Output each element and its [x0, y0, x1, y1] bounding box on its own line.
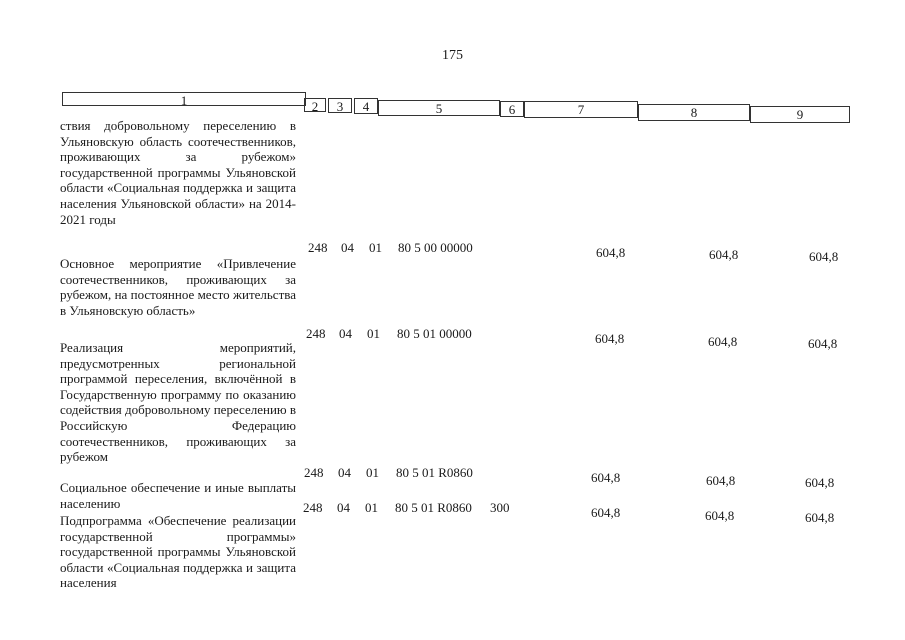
cell-col-4: 01 — [365, 500, 378, 515]
cell-col-9: 604,8 — [809, 249, 839, 264]
cell-col-8: 604,8 — [705, 508, 735, 523]
header-col-8: 8 — [638, 104, 750, 121]
header-col-9: 9 — [750, 106, 850, 123]
row-description: Подпрограмма «Обеспечение реализации государственной программы» государственной программы Ульяновской области «Социальная поддержка и защита населения — [60, 513, 296, 591]
cell-col-3: 04 — [337, 500, 350, 515]
header-col-1: 1 — [62, 92, 306, 106]
cell-col-2: 248 — [306, 326, 326, 341]
cell-col-9: 604,8 — [805, 510, 835, 525]
cell-col-5: 80 5 01 00000 — [397, 326, 472, 341]
cell-col-4: 01 — [366, 465, 379, 480]
cell-col-3: 04 — [341, 240, 354, 255]
cell-col-6: 300 — [490, 500, 510, 515]
header-col-6: 6 — [500, 101, 524, 117]
row-description: Социальное обеспечение и иные выплаты населению — [60, 480, 296, 511]
header-col-2: 2 — [304, 98, 326, 112]
cell-col-2: 248 — [303, 500, 323, 515]
page-number: 175 — [442, 48, 463, 63]
cell-col-2: 248 — [304, 465, 324, 480]
cell-col-9: 604,8 — [805, 475, 835, 490]
cell-col-7: 604,8 — [591, 470, 621, 485]
cell-col-5: 80 5 01 R0860 — [396, 465, 473, 480]
cell-col-2: 248 — [308, 240, 328, 255]
row-description: Реализация мероприятий, предусмотренных региональной программой переселения, включённой в Государственную программу по оказанию содействия добровольному переселению в Российскую Федерацию соотечественников, проживающих за рубежом — [60, 340, 297, 465]
cell-col-7: 604,8 — [595, 331, 625, 346]
cell-col-4: 01 — [369, 240, 382, 255]
row-description: Основное мероприятие «Привлечение соотечественников, проживающих за рубежом, на постоянное место жительства в Ульяновскую область» — [60, 256, 296, 318]
cell-col-4: 01 — [367, 326, 380, 341]
header-col-7: 7 — [524, 101, 638, 118]
cell-col-8: 604,8 — [706, 473, 736, 488]
cell-col-3: 04 — [338, 465, 351, 480]
cell-col-5: 80 5 00 00000 — [398, 240, 473, 255]
cell-col-8: 604,8 — [708, 334, 738, 349]
cell-col-7: 604,8 — [591, 505, 621, 520]
header-col-5: 5 — [378, 100, 500, 116]
row-description: ствия добровольному переселению в Ульяновскую область соотечественников, проживающих за рубежом» государственной программы Ульяновской области «Социальная поддержка и защита населения Ульяновской области» на 2014-2021 годы — [60, 118, 296, 227]
header-col-3: 3 — [328, 98, 352, 113]
cell-col-8: 604,8 — [709, 247, 739, 262]
header-col-4: 4 — [354, 98, 378, 114]
cell-col-9: 604,8 — [808, 336, 838, 351]
cell-col-3: 04 — [339, 326, 352, 341]
cell-col-5: 80 5 01 R0860 — [395, 500, 472, 515]
cell-col-7: 604,8 — [596, 245, 626, 260]
